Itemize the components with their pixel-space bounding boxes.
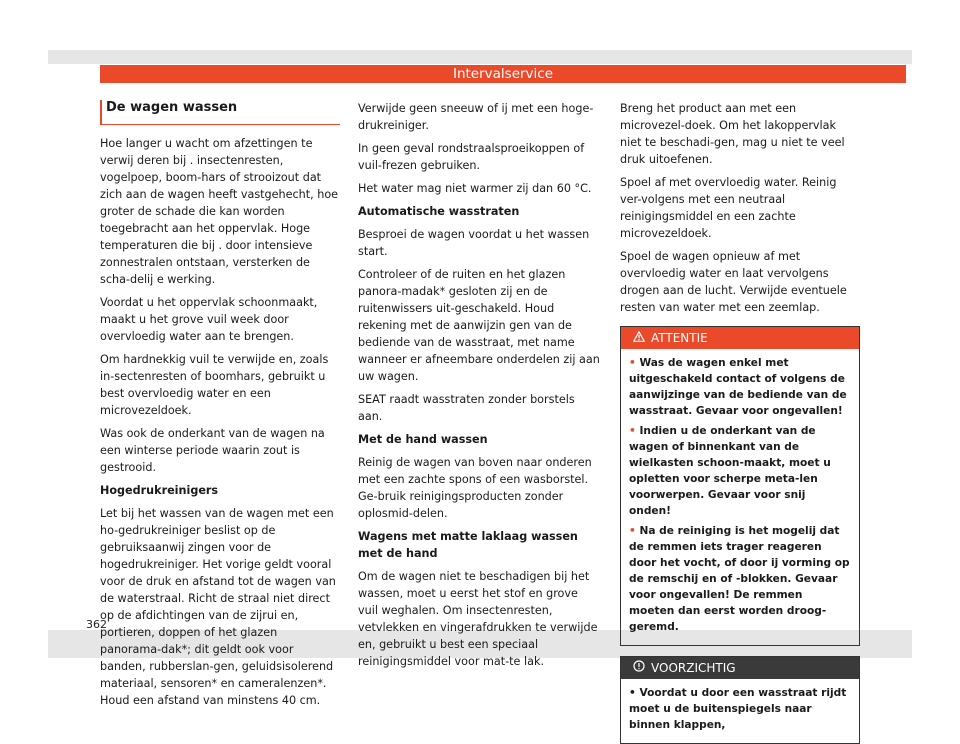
caution-label: VOORZICHTIG: [651, 661, 736, 675]
paragraph: Voordat u het oppervlak schoonmaakt, maakt u het grove vuil week door overvloedig water aan te brengen.: [100, 296, 318, 343]
attention-body: [621, 349, 859, 645]
list-item-text: Was de wagen enkel met uitgeschakeld contact of volgens de aanwijzinge van de bediende van de wasstraat. Gevaar voor ongevallen!: [629, 357, 847, 417]
list-item: [629, 685, 851, 733]
paragraph: Het water mag niet warmer zij dan 60 °C.: [358, 182, 592, 195]
paragraph: Let bij het wassen van de wagen met een ho-gedrukreiniger beslist op de gebruiksaanwij zingen voor de hogedrukreiniger. Het vorige geldt vooral voor de druk en afstand tot de wagen van de waterstraal. Richt de straal niet direct op de afdichtingen van de zijrui en, portieren, doppen of het glazen panorama-dak*; dit geldt ook voor banden, rubberslan-gen, geluidsisolerend materiaal, sensoren* en cameralenzen*. Houd een afstand van minstens 40 cm.: [100, 507, 336, 707]
paragraph: Breng het product aan met een microvezel-doek. Om het lakoppervlak niet te beschadi-gen, mag u niet te veel druk uitoefenen.: [620, 102, 845, 166]
subheading: Met de hand wassen: [358, 433, 488, 446]
paragraph: Om hardnekkig vuil te verwijde en, zoals in-sectenresten of boomhars, gebruikt u best overvloedig water en een microvezeldoek.: [100, 353, 329, 417]
paragraph: Was ook de onderkant van de wagen na een winterse periode waarin zout is gestrooid.: [100, 427, 325, 474]
paragraph: Spoel af met overvloedig water. Reinig ver-volgens met een neutraal reinigingsmiddel en een zachte microvezeldoek.: [620, 176, 837, 240]
caution-header: [621, 657, 859, 679]
bullet-icon: •: [629, 525, 640, 537]
section-header: Intervalservice: [100, 65, 906, 83]
list-item: [629, 423, 851, 519]
column-2: [358, 100, 600, 676]
paragraph: In geen geval rondstraalsproeikoppen of vuil-frezen gebruiken.: [358, 142, 585, 172]
list-item-text: Voordat u door een wasstraat rijdt moet u de buitenspiegels naar binnen klappen,: [629, 687, 847, 731]
list-item-text: Indien u de onderkant van de wagen of binnenkant van de wielkasten schoon-maakt, moet u opletten voor scherpe meta-len voorwerpen. Gevaar voor snij onden!: [629, 425, 831, 517]
subheading: Automatische wasstraten: [358, 205, 520, 218]
paragraph: Om de wagen niet te beschadigen bij het wassen, moet u eerst het stof en grove vuil weghalen. Om insectenresten, vetvlekken en vingerafdrukken te verwijde en, gebruikt u best een speciaal reinigingsmiddel voor mat-te lak.: [358, 570, 598, 668]
subheading: Wagens met matte laklaag wassen met de hand: [358, 530, 578, 560]
info-circle-icon: [633, 657, 645, 679]
attention-header: [621, 327, 859, 349]
caution-box: [620, 656, 860, 744]
attention-label: ATTENTIE: [651, 331, 708, 345]
list-item: [629, 355, 851, 419]
caution-body: [621, 679, 859, 743]
attention-box: [620, 326, 860, 646]
paragraph: Verwijde geen sneeuw of ij met een hoge-drukreiniger.: [358, 102, 594, 132]
bullet-icon: •: [629, 425, 640, 437]
paragraph: Besproei de wagen voordat u het wassen start.: [358, 228, 590, 258]
column-1: [100, 100, 340, 715]
page: [48, 64, 912, 731]
paragraph: Controleer of de ruiten en het glazen panora-madak* gesloten zij en de ruitenwissers uit-geschakeld. Houd rekening met de aanwijzin gen van de bediende van de wasstraat, met name wanneer er afneembare onderdelen zij aan uw wagen.: [358, 268, 600, 383]
paragraph: Hoe langer u wacht om afzettingen te verwij deren bij . insectenresten, vogelpoep, boom-hars of strooizout dat zich aan de wagen heeft vastgehecht, hoe groter de schade die kan worden toegebracht aan het oppervlak. Hoge temperaturen die bij . door intensieve zonnestralen ontstaan, versterken de scha-delij e werking.: [100, 137, 339, 286]
bullet-icon: •: [629, 687, 640, 699]
section-title: De wagen wassen: [100, 100, 340, 125]
list-item-text: Na de reiniging is het mogelij dat de remmen iets trager reageren door het vocht, of door ij vorming op de remschij en of -blokken. Gevaar voor ongevallen! De remmen moeten dan eerst worden droog-geremd.: [629, 525, 850, 633]
paragraph: Reinig de wagen van boven naar onderen met een zachte spons of een wasborstel. Ge-bruik reinigingsproducten zonder oplosmid-delen.: [358, 456, 592, 520]
list-item: [629, 523, 851, 635]
bullet-icon: •: [629, 357, 640, 369]
page-number: 362: [86, 618, 107, 631]
subheading: Hogedrukreinigers: [100, 484, 219, 497]
warning-triangle-icon: [633, 327, 645, 349]
paragraph: SEAT raadt wasstraten zonder borstels aan.: [358, 393, 575, 423]
paragraph: Spoel de wagen opnieuw af met overvloedig water en laat vervolgens drogen aan de lucht. Verwijde eventuele resten van water met een zeemlap.: [620, 250, 847, 314]
page-frame: [48, 50, 912, 731]
column-3: [620, 100, 860, 744]
